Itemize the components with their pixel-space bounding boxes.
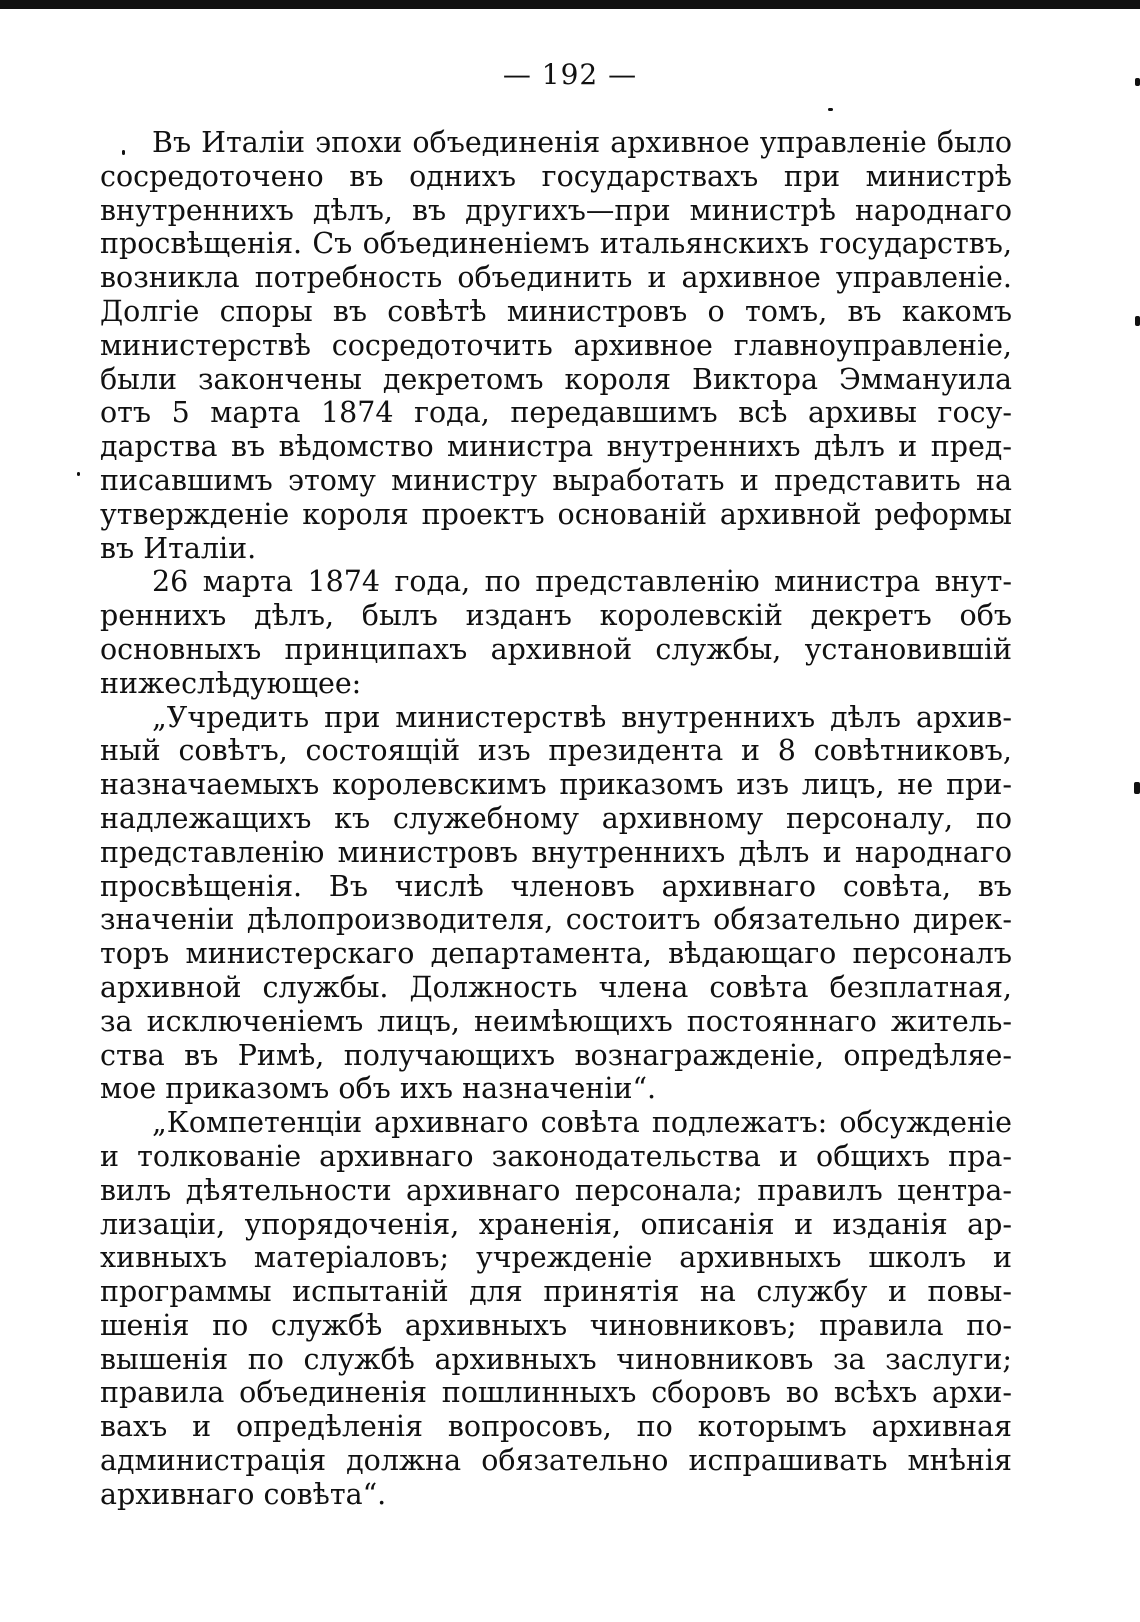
text-line: „Учредить при министерствѣ внутреннихъ дѣлъ архив-	[152, 700, 1012, 734]
text-line: ный совѣтъ, состоящій изъ президента и 8 совѣтниковъ,	[100, 734, 1012, 768]
text-line: утвержденіе короля проектъ основаній архивной реформы	[100, 497, 1012, 531]
text-line: основныхъ принципахъ архивной службы, установившій	[100, 632, 1012, 666]
text-line: назначаемыхъ королевскимъ приказомъ изъ лицъ, не при-	[100, 768, 1012, 802]
text-line: сосредоточено въ однихъ государствахъ при министрѣ	[100, 159, 1012, 193]
text-line: шенія по службѣ архивныхъ чиновниковъ; правила по-	[100, 1308, 1012, 1342]
text-line: вышенія по службѣ архивныхъ чиновниковъ за заслуги;	[100, 1342, 1012, 1376]
top-scan-edge	[0, 0, 1140, 9]
text-line: архивнаго совѣта“.	[100, 1477, 387, 1511]
text-line: надлежащихъ къ служебному архивному персоналу, по	[100, 801, 1012, 835]
text-line: лизаціи, упорядоченія, храненія, описанія и изданія ар-	[100, 1207, 1012, 1241]
body-text	[100, 126, 1012, 1512]
scan-speck	[77, 472, 80, 476]
text-line: министерствѣ сосредоточить архивное главноуправленіе,	[100, 328, 1012, 362]
text-line: въ Италіи.	[100, 531, 257, 565]
text-line: за исключеніемъ лицъ, неимѣющихъ постояннаго житель-	[100, 1004, 1012, 1038]
text-line: хивныхъ матеріаловъ; учрежденіе архивныхъ школъ и	[100, 1241, 1012, 1275]
text-line: значеніи дѣлопроизводителя, состоитъ обязательно дирек-	[100, 903, 1012, 937]
text-line: вилъ дѣятельности архивнаго персонала; правилъ центра-	[100, 1173, 1012, 1207]
text-line: отъ 5 марта 1874 года, передавшимъ всѣ архивы госу-	[100, 396, 1012, 430]
page-number: — 192 —	[502, 58, 638, 91]
text-line: торъ министерскаго департамента, вѣдающаго персоналъ	[100, 937, 1012, 971]
text-line: мое приказомъ объ ихъ назначеніи“.	[100, 1072, 657, 1106]
text-line: реннихъ дѣлъ, былъ изданъ королевскій декретъ объ	[100, 599, 1012, 633]
text-line: и толкованіе архивнаго законодательства и общихъ пра-	[100, 1139, 1012, 1173]
text-line: 26 марта 1874 года, по представленію министра внут-	[152, 565, 1012, 599]
scan-speck	[828, 108, 833, 111]
text-line: правила объединенія пошлинныхъ сборовъ во всѣхъ архи-	[100, 1376, 1012, 1410]
text-line: писавшимъ этому министру выработать и представить на	[100, 463, 1012, 497]
text-line: ства въ Римѣ, получающихъ вознагражденіе, опредѣляе-	[100, 1038, 1012, 1072]
text-line: архивной службы. Должность члена совѣта безплатная,	[100, 970, 1012, 1004]
text-line: дарства въ вѣдомство министра внутреннихъ дѣлъ и пред-	[100, 430, 1012, 464]
text-line: были закончены декретомъ короля Виктора Эммануила	[100, 362, 1012, 396]
text-line: Долгіе споры въ совѣтѣ министровъ о томъ, въ какомъ	[100, 294, 1012, 328]
text-line: вахъ и опредѣленія вопросовъ, по которымъ архивная	[100, 1410, 1012, 1444]
scan-speck	[122, 150, 125, 155]
text-line: возникла потребность объединить и архивное управленіе.	[100, 261, 1012, 295]
text-line: нижеслѣдующее:	[100, 666, 362, 700]
text-line: администрація должна обязательно испрашивать мнѣнія	[100, 1444, 1012, 1478]
text-line: представленію министровъ внутреннихъ дѣлъ и народнаго	[100, 835, 1012, 869]
scan-speck	[1135, 316, 1140, 326]
text-line: „Компетенціи архивнаго совѣта подлежатъ: обсужденіе	[152, 1106, 1012, 1140]
text-line: Въ Италіи эпохи объединенія архивное управленіе было	[152, 126, 1012, 159]
scan-speck	[1134, 782, 1140, 794]
scan-speck	[1135, 78, 1140, 86]
text-line: просвѣщенія. Съ объединеніемъ итальянскихъ государствъ,	[100, 227, 1012, 261]
text-line: программы испытаній для принятія на службу и повы-	[100, 1275, 1012, 1309]
text-line: просвѣщенія. Въ числѣ членовъ архивнаго совѣта, въ	[100, 869, 1012, 903]
text-line: внутреннихъ дѣлъ, въ другихъ—при министрѣ народнаго	[100, 193, 1012, 227]
